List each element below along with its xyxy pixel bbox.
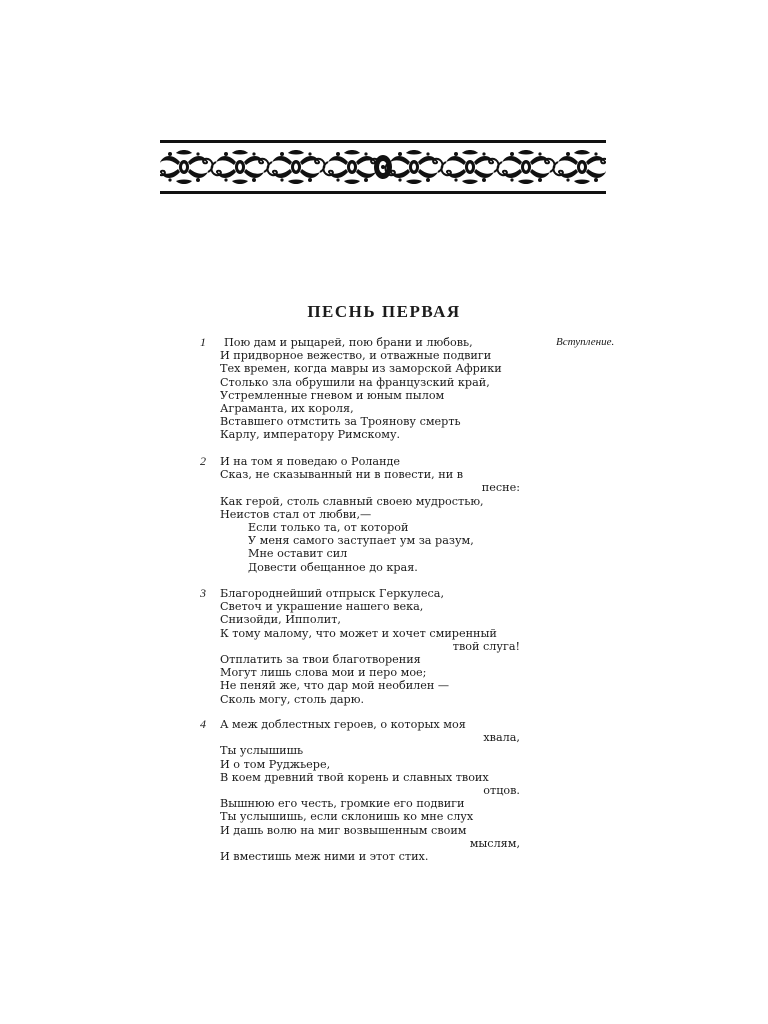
verse-line: Сказ, не сказыванный ни в повести, ни в bbox=[220, 468, 464, 482]
verse-line: К тому малому, что может и хочет смиренный bbox=[220, 626, 497, 640]
verse-line: Ты услышишь, если склонишь ко мне слух bbox=[220, 810, 474, 824]
verse-line: Снизойди, Ипполит, bbox=[220, 613, 341, 627]
verse-line: Пою дам и рыцарей, пою брани и любовь, bbox=[224, 336, 473, 349]
verse-line: Если только та, от которой bbox=[248, 520, 409, 534]
verse-line: В коем древний твой корень и славных твоих bbox=[220, 770, 489, 784]
verse-line: Как герой, столь славный своею мудростью, bbox=[220, 494, 484, 508]
page-title: ПЕСНЬ ПЕРВАЯ bbox=[307, 302, 461, 321]
verse-line: Неистов стал от любви,— bbox=[220, 507, 372, 521]
verse-line: И на том я поведаю о Роланде bbox=[220, 455, 401, 468]
stanza-lines bbox=[220, 336, 520, 442]
stanza-lines bbox=[220, 718, 520, 863]
verse-line: У меня самого заступает ум за разум, bbox=[248, 534, 474, 548]
verse-line: отцов. bbox=[483, 783, 520, 797]
verse-line: Устремленные гневом и юным пылом bbox=[220, 388, 445, 402]
verse-line: И придворное вежество, и отважные подвиги bbox=[220, 349, 492, 363]
verse-line: Мне оставит сил bbox=[248, 547, 348, 561]
floral-ornament-band-icon bbox=[160, 140, 606, 194]
verse-line: Аграманта, их короля, bbox=[220, 401, 354, 415]
verse-line: И о том Руджьере, bbox=[220, 757, 331, 771]
verse-line: Карлу, императору Римскому. bbox=[220, 428, 401, 442]
verse-line: хвала, bbox=[483, 731, 520, 745]
verse-line: А меж доблестных героев, о которых моя bbox=[220, 718, 466, 731]
verse-line: Благороднейший отпрыск Геркулеса, bbox=[220, 587, 445, 600]
verse-line: Столько зла обрушили на французский край, bbox=[220, 375, 490, 389]
stanza-lines bbox=[220, 455, 520, 574]
verse-line: Довести обещанное до края. bbox=[248, 560, 418, 574]
stanza-number: 3 bbox=[200, 586, 206, 600]
verse-line: мыслям, bbox=[469, 836, 520, 850]
verse-line: И вместишь меж ними и этот стих. bbox=[220, 849, 429, 863]
verse-line: Вставшего отмстить за Троянову смерть bbox=[220, 415, 461, 429]
verse-line: Светоч и украшение нашего века, bbox=[220, 600, 424, 614]
stanza-number: 4 bbox=[200, 717, 206, 731]
verse-line: Тех времен, когда мавры из заморской Африки bbox=[220, 362, 502, 376]
stanza-lines bbox=[220, 587, 520, 706]
verse-line: Ты услышишь bbox=[220, 744, 304, 758]
margin-note: Вступление. bbox=[556, 336, 615, 348]
verse-line: песне: bbox=[481, 481, 520, 495]
stanza-number: 2 bbox=[200, 454, 206, 468]
verse-line: Не пеняй же, что дар мой необилен — bbox=[220, 679, 450, 693]
verse-line: твой слуга! bbox=[452, 639, 520, 653]
stanza-number: 1 bbox=[200, 335, 206, 349]
verse-line: И дашь волю на миг возвышенным своим bbox=[220, 823, 467, 837]
verse-line: Могут лишь слова мои и перо мое; bbox=[220, 666, 427, 680]
verse-line: Сколь могу, столь дарю. bbox=[220, 692, 364, 706]
verse-line: Отплатить за твои благотворения bbox=[220, 652, 421, 666]
verse-line: Вышнюю его честь, громкие его подвиги bbox=[220, 797, 465, 811]
